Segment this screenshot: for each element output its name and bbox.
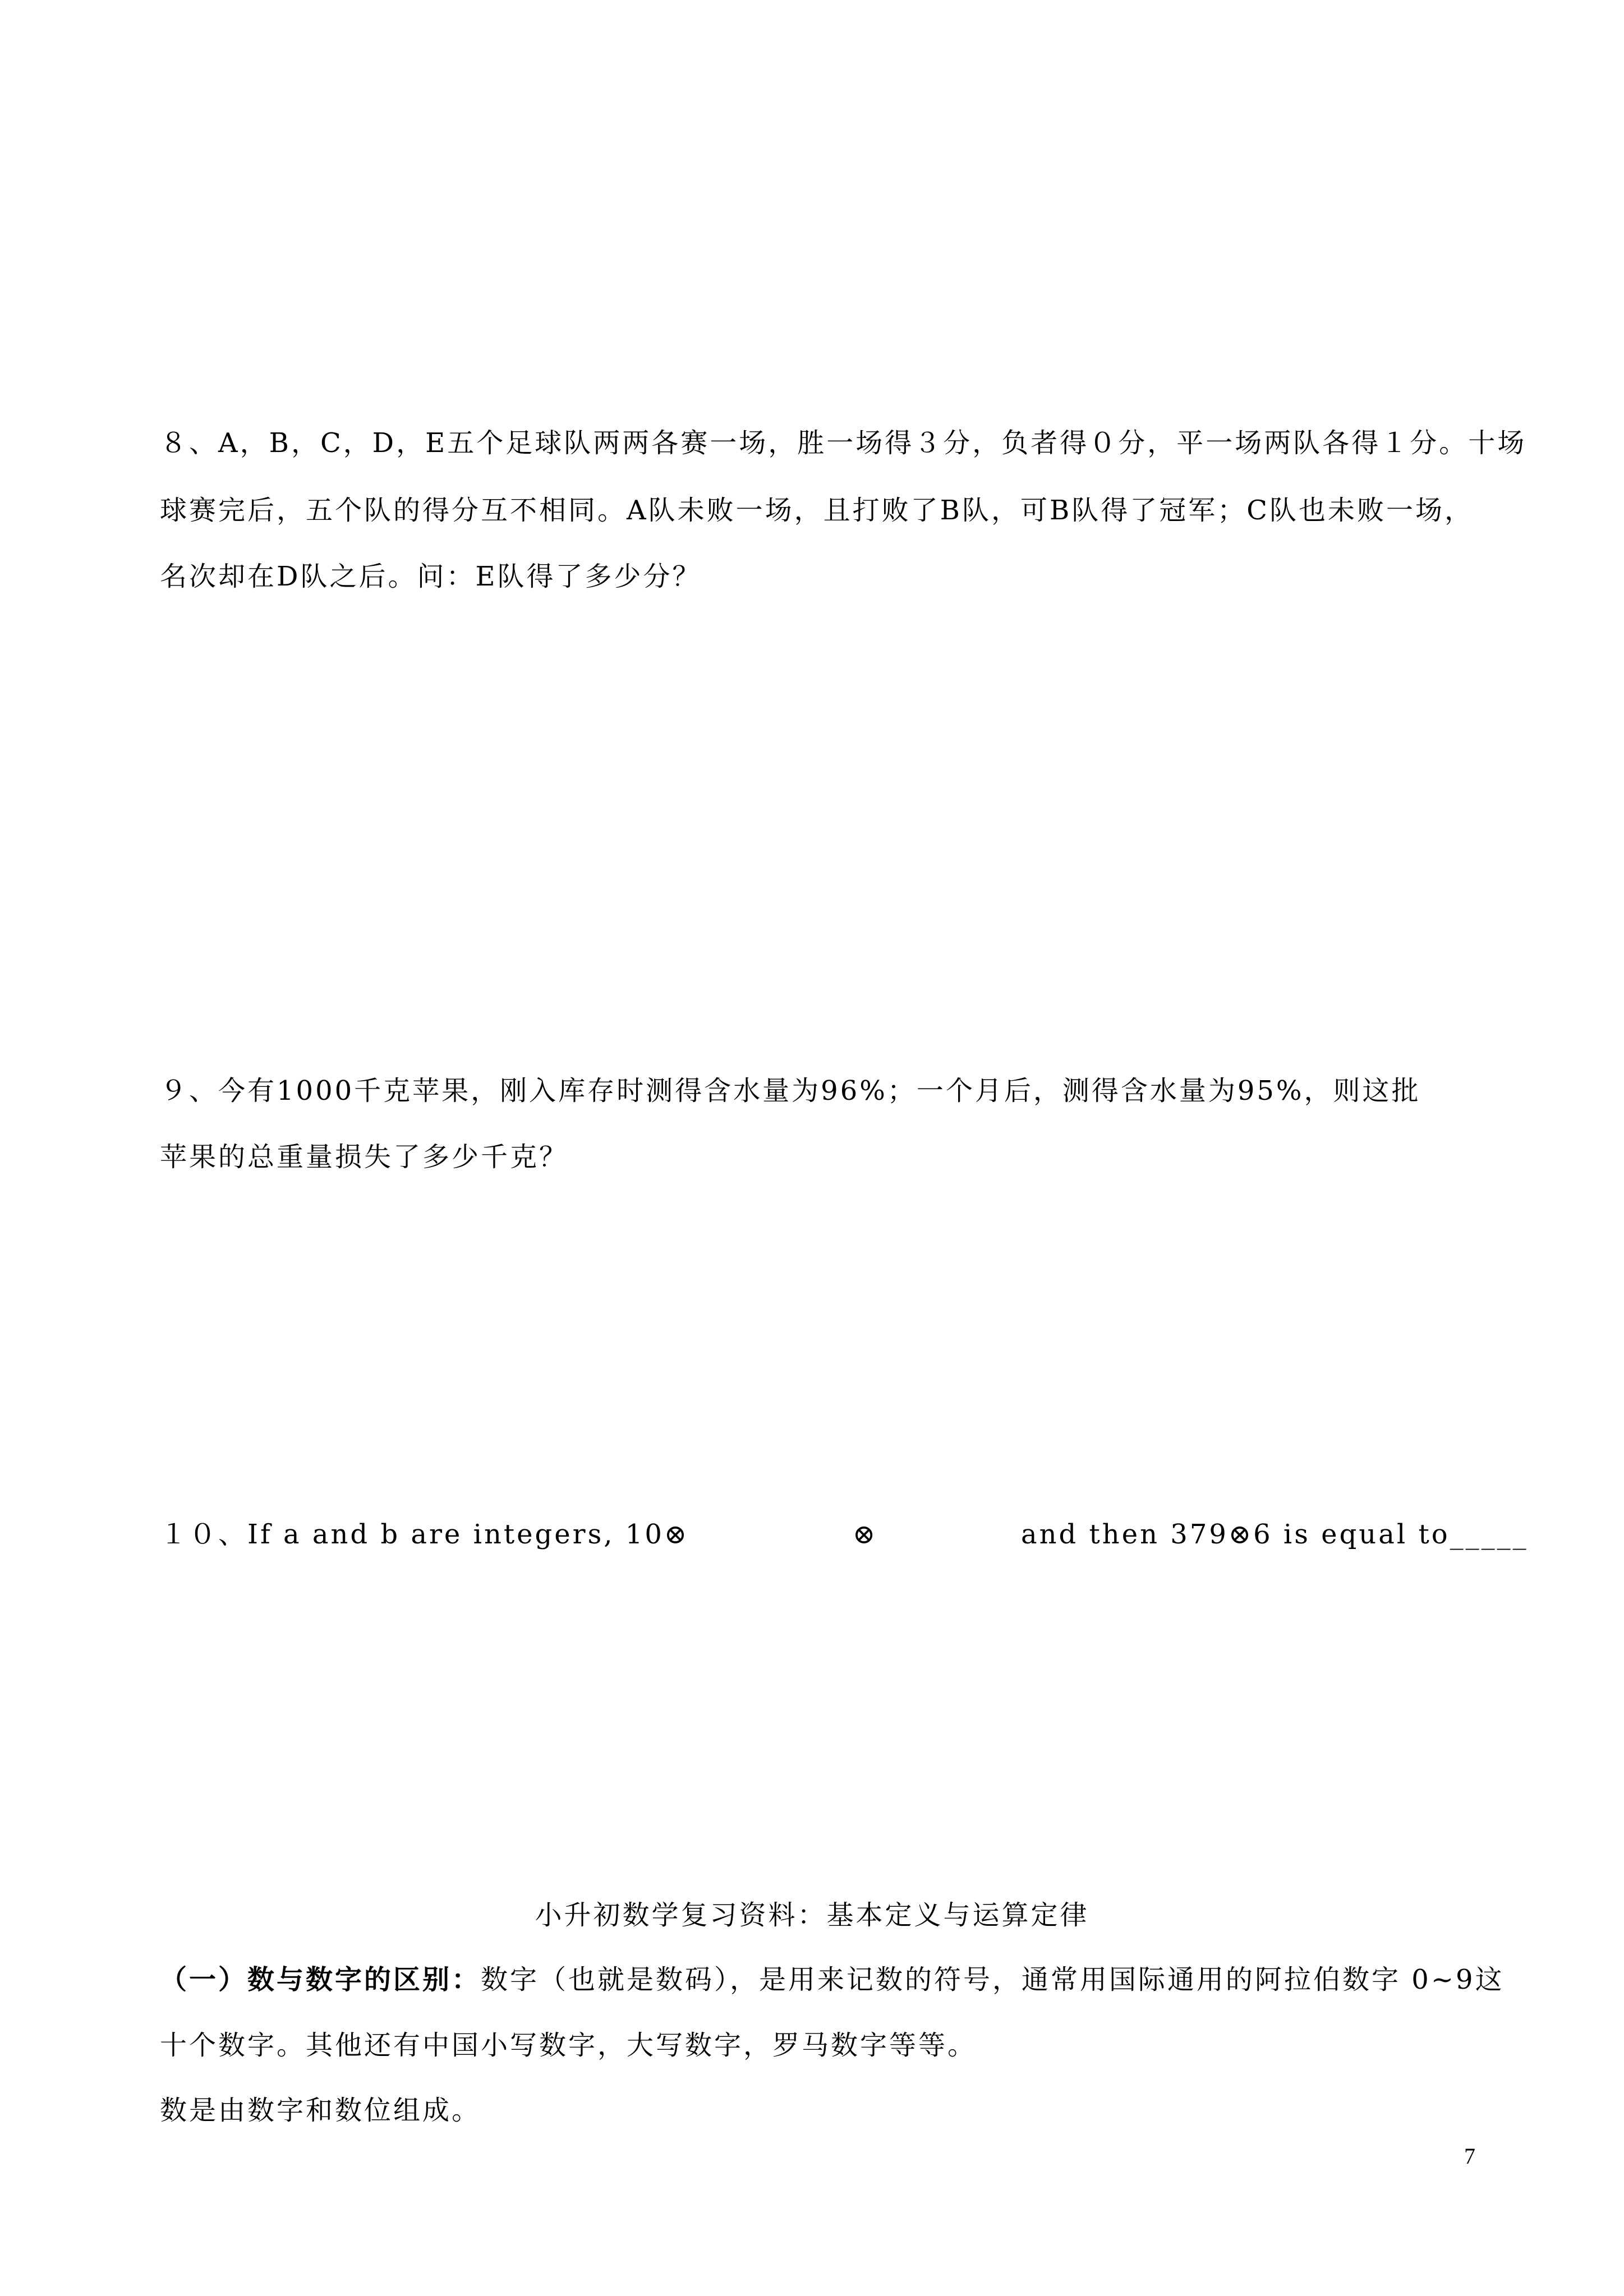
question-10-part-2: ⊗ [853, 1519, 878, 1550]
section-title: 小升初数学复习资料：基本定义与运算定律 [535, 1899, 1089, 1931]
question-9-line-2: 苹果的总重量损失了多少千克？ [160, 1141, 569, 1173]
section-1-line-1 [160, 1963, 1505, 1997]
page-number: 7 [1464, 2143, 1475, 2169]
question-10-part-3: and then 379⊗6 is equal to_____ [1021, 1519, 1529, 1550]
question-10-part-1: １０、If a and b are integers, 10⊗ [160, 1519, 689, 1550]
section-1-line-3: 数是由数字和数位组成。 [160, 2095, 481, 2126]
question-8-line-2: 球赛完后，五个队的得分互不相同。A队未败一场，且打败了B队，可B队得了冠军；C队也未败一场， [160, 495, 1474, 526]
question-8-line-1: ８、A，B，C，D，E五个足球队两两各赛一场，胜一场得３分，负者得０分，平一场两队各得１分。十场 [160, 427, 1527, 459]
question-8-line-3: 名次却在D队之后。问：E队得了多少分？ [160, 561, 702, 592]
section-1-line-1-text: 数字（也就是数码），是用来记数的符号，通常用国际通用的阿拉伯数字 0~9这 [481, 1964, 1505, 1995]
section-1-heading: （一）数与数字的区别： [160, 1964, 481, 1995]
section-1-line-2: 十个数字。其他还有中国小写数字，大写数字，罗马数字等等。 [160, 2030, 977, 2061]
question-9-line-1: ９、今有1000千克苹果，刚入库存时测得含水量为96%；一个月后，测得含水量为95%，则这批 [160, 1075, 1421, 1106]
